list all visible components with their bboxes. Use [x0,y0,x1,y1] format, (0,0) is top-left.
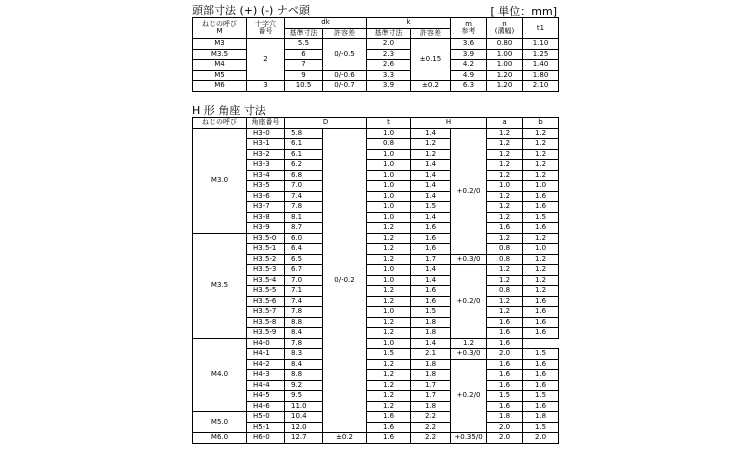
cell-t: 1.2 [367,328,411,339]
cell-a: 1.0 [487,181,523,192]
cell-b: 1.5 [523,422,559,433]
cell-number: H5-0 [247,412,285,423]
cell-number: H3.5-2 [247,254,285,265]
cell-dk: 5.5 [285,39,323,50]
cell-number: H3.5-3 [247,265,285,276]
cell-number: H3.5-6 [247,296,285,307]
table-row [193,286,559,297]
cell-a: 1.2 [487,170,523,181]
cell-b: 1.6 [523,370,559,381]
cell-H: 1.6 [411,223,451,234]
cell-number: H3.5-9 [247,328,285,339]
cell-number: H3.5-1 [247,244,285,255]
cell-number: H3-5 [247,181,285,192]
header-row [193,18,559,29]
cell-H: 1.5 [411,202,451,213]
cell-b: 1.6 [523,328,559,339]
cell-b: 1.2 [523,233,559,244]
cell-n: 1.20 [487,81,523,92]
cell-t1: 2.10 [523,81,559,92]
cell-D: 8.8 [285,317,323,328]
cell-size: M5.0 [193,412,247,433]
cell-b: 1.2 [523,254,559,265]
cell-k-tol: ±0.15 [411,39,451,81]
cell-m: 3.9 [451,49,487,60]
cell-b: 1.8 [523,412,559,423]
cell-D: 8.1 [285,212,323,223]
cell-H: 2.1 [411,349,451,360]
cell-a: 1.6 [487,401,523,412]
cell-t: 1.0 [367,128,411,139]
cell-k: 3.3 [367,70,411,81]
cell-number: H4-3 [247,370,285,381]
cell-t: 1.0 [367,181,411,192]
cell-t: 1.6 [367,412,411,423]
cell-H: 1.8 [411,328,451,339]
cell-n: 1.00 [487,60,523,71]
cell-H: 1.4 [411,170,451,181]
cell-t: 1.0 [367,160,411,171]
cell-H: 1.2 [411,139,451,150]
cell-number: H3.5-7 [247,307,285,318]
cell-H: 1.8 [411,401,451,412]
cell-n: 0.80 [487,39,523,50]
cell-a: 1.2 [487,128,523,139]
cell-number: H3.5-5 [247,286,285,297]
cell-D: 7.8 [285,307,323,318]
cell-size: M3.5 [193,49,247,60]
cell-dk-tol: 0/-0.7 [323,81,367,92]
cell-dk-tol: 0/-0.5 [323,39,367,71]
table-row [193,275,559,286]
cell-b: 1.5 [523,349,559,360]
cell-t: 1.2 [367,391,411,402]
cell-D-tol: 0/-0.2 [323,128,367,433]
cell-t: 1.2 [367,286,411,297]
cell-b: 1.2 [523,286,559,297]
cell-n: 1.00 [487,49,523,60]
cell-t: 1.0 [367,307,411,318]
table-row [193,233,559,244]
cell-a: 1.6 [487,359,523,370]
header-k: k [367,18,451,29]
header-n: n (溝幅) [487,18,523,39]
table-row [193,128,559,139]
header-dk: dk [285,18,367,29]
cell-number: H3-0 [247,128,285,139]
cell-t: 1.2 [367,380,411,391]
header-k-base: 基準寸法 [367,28,411,39]
cell-number: H4-6 [247,401,285,412]
cell-D: 6.0 [285,233,323,244]
cell-D: 5.8 [285,128,323,139]
table-row [193,338,559,349]
cell-D: 6.7 [285,265,323,276]
cell-number: H4-1 [247,349,285,360]
cell-D: 12.7 [285,433,323,444]
cell-t: 1.0 [367,170,411,181]
cell-D: 7.1 [285,286,323,297]
cell-k: 2.3 [367,49,411,60]
cell-a: 2.0 [487,422,523,433]
cell-number: H3.5-4 [247,275,285,286]
cell-t: 1.0 [367,149,411,160]
cell-a: 1.2 [487,296,523,307]
cell-t1: 1.25 [523,49,559,60]
cell-a: 1.2 [487,191,523,202]
cell-a: 1.2 [487,139,523,150]
cell-dk: 7 [285,60,323,71]
cell-H: 1.4 [411,128,451,139]
cell-b: 1.0 [523,244,559,255]
cell-b: 1.2 [523,149,559,160]
table-row [193,296,559,307]
cell-a: 0.8 [487,254,523,265]
cell-H: 1.6 [411,244,451,255]
cell-t: 1.5 [367,349,411,360]
table-row [193,81,559,92]
header-a: a [487,118,523,129]
cell-a: 1.2 [487,265,523,276]
cell-a: 1.6 [487,380,523,391]
cell-dk: 10.5 [285,81,323,92]
cell-dk: 6 [285,49,323,60]
cell-a: 1.5 [487,391,523,402]
table-row [193,412,559,423]
cell-t: 1.6 [367,433,411,444]
cell-number: H3-9 [247,223,285,234]
cell-D-tol: ±0.2 [323,433,367,444]
cell-a: 2.0 [487,433,523,444]
cell-b: 1.5 [523,212,559,223]
cell-t: 1.2 [367,244,411,255]
cell-a: 1.6 [487,370,523,381]
cell-size: M4.0 [193,338,247,412]
cell-H: 1.4 [411,338,451,349]
cell-size: M5 [193,70,247,81]
cell-dk: 9 [285,70,323,81]
cell-H: 1.7 [411,391,451,402]
cell-H: 1.8 [411,359,451,370]
cell-b: 1.2 [523,265,559,276]
cell-D: 6.1 [285,149,323,160]
cell-b: 1.0 [523,181,559,192]
header-number: 角座番号 [247,118,285,129]
h-washer-title: H 形 角座 寸法 [192,104,266,117]
cell-number: H3.5-0 [247,233,285,244]
table-row [193,380,559,391]
cell-a: 0.8 [487,286,523,297]
cell-b: 1.6 [523,296,559,307]
cell-size: M3.0 [193,128,247,233]
cell-t: 1.2 [367,401,411,412]
cell-t: 1.0 [367,265,411,276]
cell-H: 1.4 [411,275,451,286]
cell-D: 7.0 [285,275,323,286]
cell-a: 1.2 [487,202,523,213]
cell-D: 9.2 [285,380,323,391]
cell-t: 1.0 [367,275,411,286]
cell-number: H3-6 [247,191,285,202]
cell-D: 12.0 [285,422,323,433]
header-dk-base: 基準寸法 [285,28,323,39]
table-row [193,265,559,276]
cell-H-tol: +0.2/0 [451,128,487,254]
cell-D: 6.1 [285,139,323,150]
cell-t: 1.6 [367,422,411,433]
cell-a: 1.2 [487,160,523,171]
cell-H: 1.8 [411,317,451,328]
cell-a: 1.8 [487,412,523,423]
cell-k: 3.9 [367,81,411,92]
cell-a: 2.0 [487,349,523,360]
cell-recess: 2 [247,39,285,81]
cell-t: 1.2 [367,254,411,265]
cell-b: 1.2 [523,139,559,150]
cell-H: 1.4 [411,160,451,171]
cell-number: H4-0 [247,338,285,349]
cell-H: 1.5 [411,307,451,318]
cell-number: H3-4 [247,170,285,181]
cell-D: 7.4 [285,296,323,307]
table-row [193,202,559,213]
cell-a: 1.2 [487,275,523,286]
cell-recess: 3 [247,81,285,92]
table-row [193,328,559,339]
cell-D: 8.7 [285,223,323,234]
cell-D: 6.4 [285,244,323,255]
table-row [193,170,559,181]
header-row [193,118,559,129]
cell-D: 7.8 [285,202,323,213]
cell-k: 2.0 [367,39,411,50]
header-dk-tol: 許容差 [323,28,367,39]
cell-dk-tol: 0/-0.6 [323,70,367,81]
cell-b: 1.6 [523,380,559,391]
cell-H: 1.7 [411,380,451,391]
cell-a: 1.6 [487,223,523,234]
cell-n: 1.20 [487,70,523,81]
cell-H: 2.2 [411,422,451,433]
table-row [193,139,559,150]
table-row [193,149,559,160]
cell-number: H3-2 [247,149,285,160]
cell-m: 6.3 [451,81,487,92]
cell-b: 1.6 [523,401,559,412]
cell-b: 1.2 [523,160,559,171]
cell-m: 4.9 [451,70,487,81]
header-t1: t1 [523,18,559,39]
table-row [193,160,559,171]
cell-H: 1.4 [411,181,451,192]
cell-k: 2.6 [367,60,411,71]
cell-t1: 1.10 [523,39,559,50]
cell-b: 1.6 [523,223,559,234]
cell-H-tol: +0.3/0 [451,349,487,360]
cell-t: 1.0 [367,191,411,202]
cell-b: 1.6 [523,359,559,370]
cell-H: 1.6 [411,233,451,244]
table-row [193,307,559,318]
spec-sheet [192,0,560,450]
cell-b: 1.6 [523,307,559,318]
cell-t1: 1.80 [523,70,559,81]
table-row [193,212,559,223]
table-row [193,254,559,265]
cell-t: 1.2 [367,317,411,328]
cell-number: H6-0 [247,433,285,444]
table-row [193,317,559,328]
cell-b: 1.6 [523,202,559,213]
cell-t: 1.0 [367,338,411,349]
cell-D: 7.8 [285,338,323,349]
cell-b: 1.2 [523,170,559,181]
cell-t1: 1.40 [523,60,559,71]
header-nominal: ねじの呼び M [193,18,247,39]
table-row [193,244,559,255]
cell-a: 1.2 [487,149,523,160]
cell-t: 1.2 [367,223,411,234]
cell-t: 0.8 [367,139,411,150]
cell-b: 1.6 [523,191,559,202]
table-row [193,433,559,444]
cell-D: 9.5 [285,391,323,402]
cell-a: 1.2 [451,338,487,349]
table-row [193,39,559,50]
header-t: t [367,118,411,129]
cell-a: 0.8 [487,244,523,255]
cell-t: 1.2 [367,370,411,381]
h-washer-table [192,117,559,444]
table-row [193,422,559,433]
cell-m: 3.6 [451,39,487,50]
cell-t: 1.2 [367,359,411,370]
header-m: m 参考 [451,18,487,39]
cell-size: M6.0 [193,433,247,444]
cell-t: 1.2 [367,233,411,244]
cell-number: H3-1 [247,139,285,150]
cell-b: 2.0 [523,433,559,444]
cell-D: 11.0 [285,401,323,412]
header-b: b [523,118,559,129]
cell-number: H3-3 [247,160,285,171]
cell-H-tol: +0.35/0 [451,433,487,444]
cell-H: 1.4 [411,265,451,276]
cell-b: 1.6 [523,317,559,328]
cell-number: H4-4 [247,380,285,391]
cell-H-tol: +0.2/0 [451,359,487,433]
cell-number: H3-8 [247,212,285,223]
cell-H: 1.2 [411,149,451,160]
cell-D: 7.0 [285,181,323,192]
cell-a: 1.2 [487,212,523,223]
cell-H: 1.6 [411,296,451,307]
cell-D: 8.3 [285,349,323,360]
table-row [193,191,559,202]
cell-a: 1.6 [487,317,523,328]
cell-D: 8.8 [285,370,323,381]
table-row [193,370,559,381]
header-k-tol: 許容差 [411,28,451,39]
cell-number: H4-5 [247,391,285,402]
cell-D: 10.4 [285,412,323,423]
pan-head-title: 頭部寸法 (+) (-) ナベ頭 [192,4,310,17]
cell-D: 6.5 [285,254,323,265]
cell-H-tol: +0.3/0 [451,254,487,265]
cell-H: 1.4 [411,191,451,202]
cell-size: M6 [193,81,247,92]
table-row [193,181,559,192]
cell-size: M3 [193,39,247,50]
table-row [193,391,559,402]
cell-number: H3.5-8 [247,317,285,328]
header-D: D [285,118,367,129]
unit-label: [ 単位：mm] [490,5,557,18]
cell-b: 1.6 [487,338,523,349]
cell-t: 1.0 [367,202,411,213]
cell-k-tol: ±0.2 [411,81,451,92]
table-row [193,401,559,412]
cell-b: 1.2 [523,275,559,286]
cell-H: 1.6 [411,286,451,297]
cell-H: 1.8 [411,370,451,381]
cell-H: 2.2 [411,433,451,444]
header-H: H [411,118,487,129]
cell-D: 7.4 [285,191,323,202]
head-dimension-table [192,17,559,92]
cell-D: 6.8 [285,170,323,181]
table-row [193,223,559,234]
table-row [193,349,559,360]
cell-a: 1.2 [487,307,523,318]
cell-t: 1.0 [367,212,411,223]
cell-D: 8.4 [285,328,323,339]
cell-H: 1.4 [411,212,451,223]
cell-a: 1.6 [487,328,523,339]
cell-size: M3.5 [193,233,247,338]
cell-number: H3-7 [247,202,285,213]
cell-H-tol: +0.2/0 [451,265,487,339]
cell-D: 6.2 [285,160,323,171]
header-nominal: ねじの呼び [193,118,247,129]
header-recess: 十字穴 番号 [247,18,285,39]
table-row [193,359,559,370]
cell-D: 8.4 [285,359,323,370]
cell-H: 1.7 [411,254,451,265]
cell-b: 1.2 [523,128,559,139]
cell-b: 1.5 [523,391,559,402]
cell-m: 4.2 [451,60,487,71]
cell-H: 2.2 [411,412,451,423]
cell-number: H4-2 [247,359,285,370]
cell-number: H5-1 [247,422,285,433]
cell-a: 1.2 [487,233,523,244]
cell-size: M4 [193,60,247,71]
cell-t: 1.2 [367,296,411,307]
